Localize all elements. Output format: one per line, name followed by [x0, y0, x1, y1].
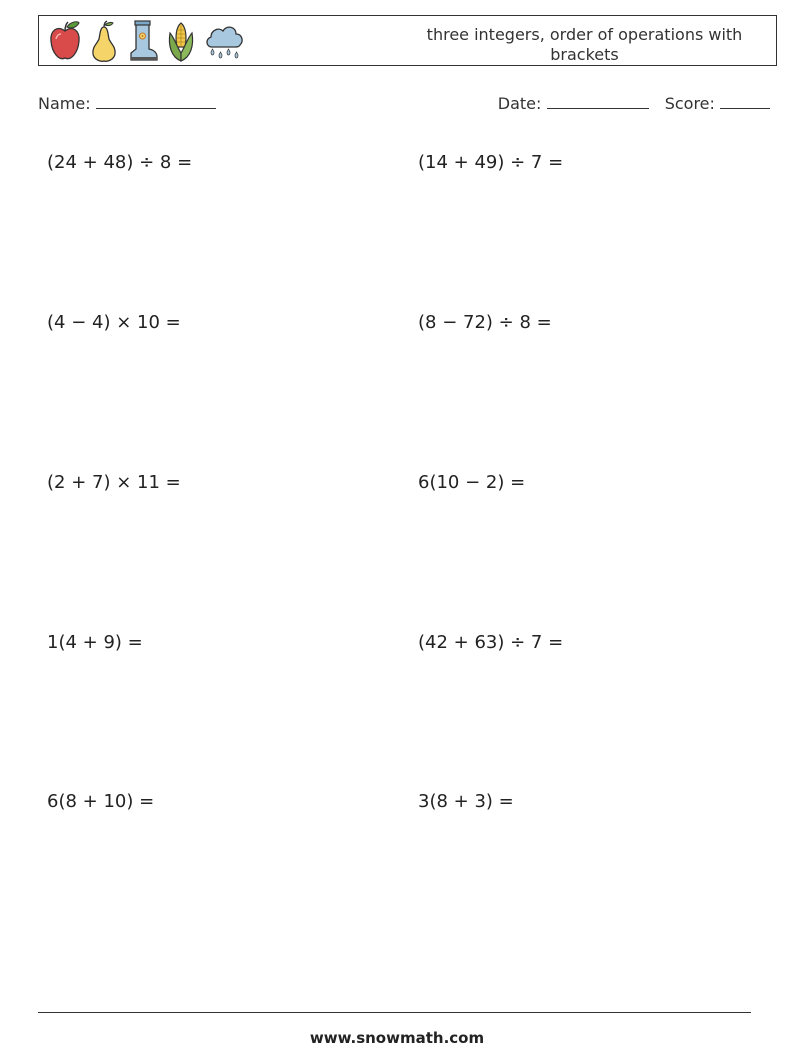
worksheet-title: three integers, order of operations with brackets [426, 25, 743, 64]
problem-6: 6(10 − 2) = [418, 472, 526, 493]
date-blank[interactable] [547, 92, 649, 109]
student-info-row [38, 92, 770, 116]
problem-7: 1(4 + 9) = [47, 632, 143, 653]
problem-1: (24 + 48) ÷ 8 = [47, 152, 193, 173]
name-blank[interactable] [96, 92, 216, 109]
problem-9: 6(8 + 10) = [47, 791, 155, 812]
pear-icon [89, 19, 119, 63]
corn-icon [165, 19, 197, 63]
problem-3: (4 − 4) × 10 = [47, 312, 181, 333]
date-score-fields [498, 92, 770, 113]
header-icons [47, 19, 245, 63]
score-label: Score: [664, 94, 715, 113]
problem-5: (2 + 7) × 11 = [47, 472, 181, 493]
problem-4: (8 − 72) ÷ 8 = [418, 312, 552, 333]
name-field[interactable] [38, 92, 216, 113]
rain-boot-icon [125, 19, 159, 63]
apple-icon [47, 19, 83, 63]
rain-cloud-icon [203, 19, 245, 63]
footer-divider [38, 1012, 751, 1013]
worksheet-header [38, 15, 777, 66]
problem-2: (14 + 49) ÷ 7 = [418, 152, 564, 173]
date-label: Date: [497, 94, 542, 113]
name-label: Name: [38, 94, 91, 113]
problem-8: (42 + 63) ÷ 7 = [418, 632, 564, 653]
score-blank[interactable] [720, 92, 770, 109]
problem-10: 3(8 + 3) = [418, 791, 514, 812]
footer-website[interactable]: www.snowmath.com [309, 1029, 485, 1047]
